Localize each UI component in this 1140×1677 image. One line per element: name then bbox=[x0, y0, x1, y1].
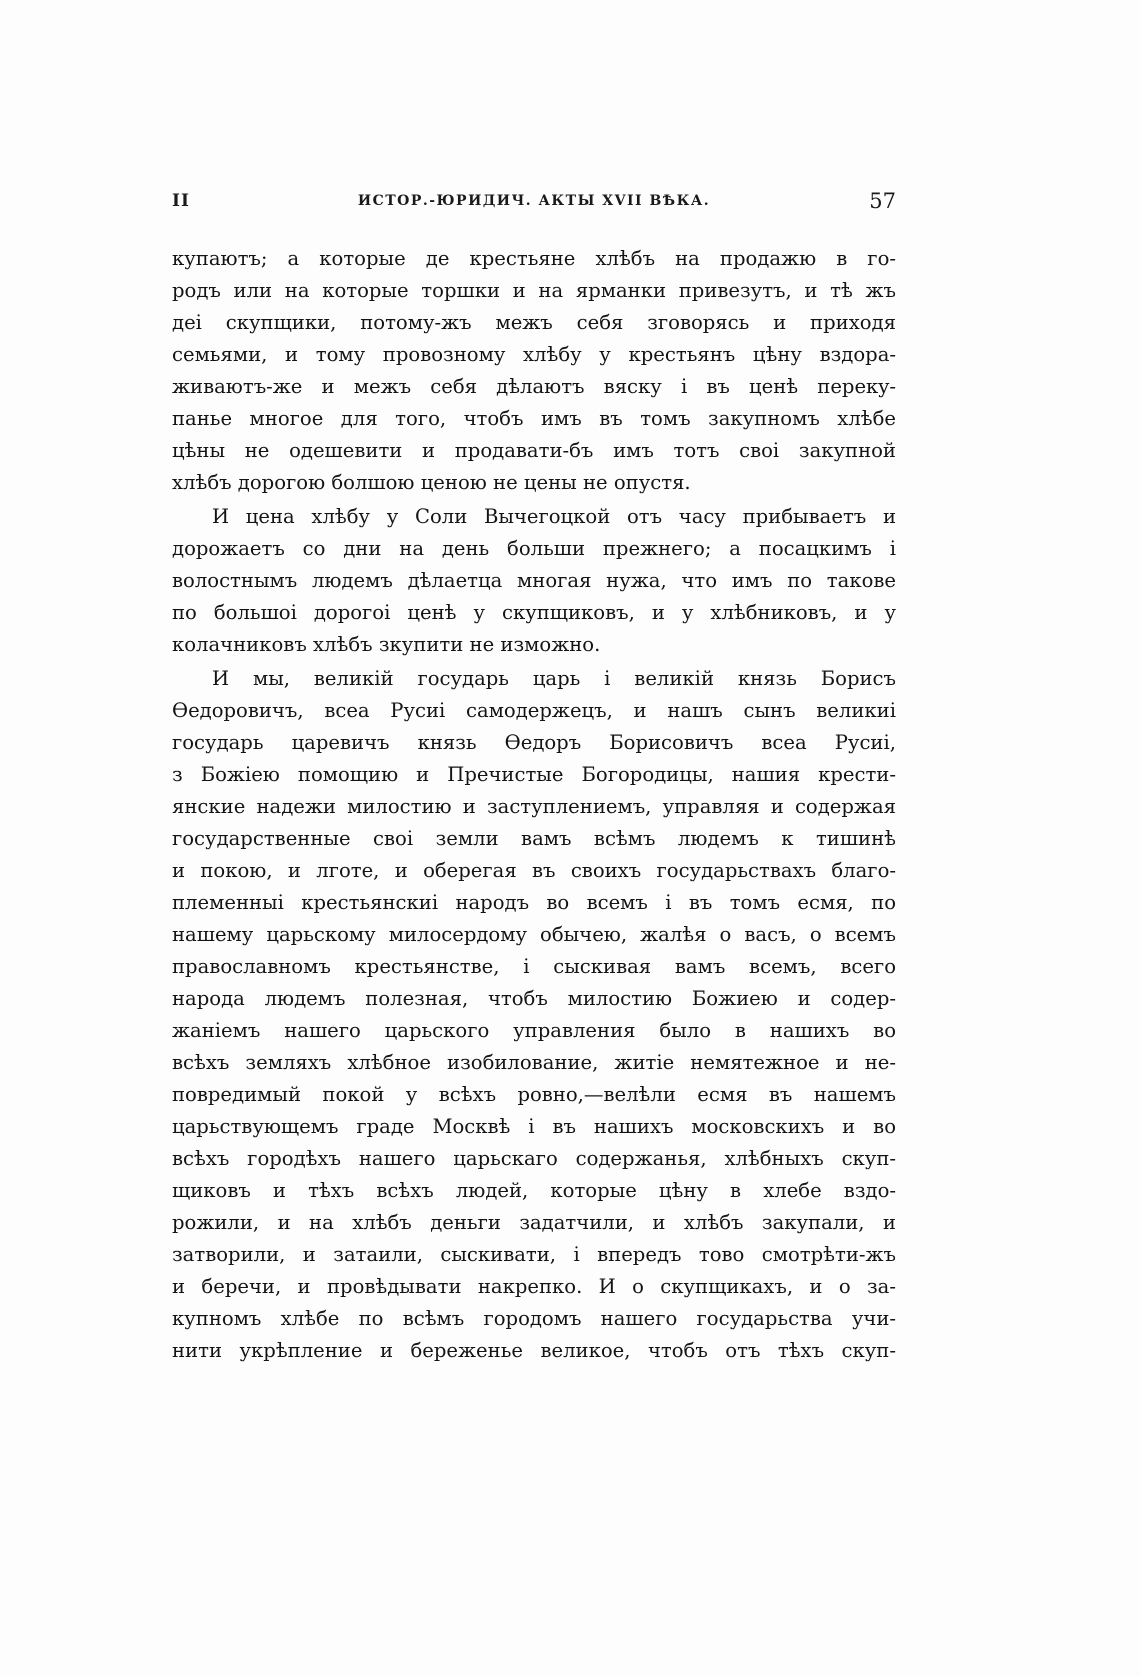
text-line: всѣхъ земляхъ хлѣбное изобилование, житіе немятежное и не- bbox=[172, 1051, 896, 1074]
running-title: ИСТОР.-ЮРИДИЧ. АКТЫ XVII ВѢКА. bbox=[357, 193, 711, 209]
text-line: купномъ хлѣбе по всѣмъ городомъ нашего государьства учи- bbox=[172, 1307, 896, 1330]
text-line: государь царевичъ князь Өедоръ Борисовичъ всеа Русиі, bbox=[172, 731, 896, 754]
text-line: нити укрѣпление и береженье великое, чтобъ отъ тѣхъ скуп- bbox=[172, 1339, 896, 1362]
text-line: царьствующемъ граде Москвѣ і въ нашихъ московскихъ и во bbox=[172, 1115, 896, 1138]
text-line: живаютъ-же и межъ себя дѣлаютъ вяску і въ ценѣ перекy- bbox=[172, 375, 896, 398]
text-line: хлѣбъ дорогою болшою ценою не цены не опустя. bbox=[172, 471, 691, 494]
text-line: племенныі крестьянскиі народъ во всемъ і въ томъ есмя, по bbox=[172, 891, 896, 914]
text-line: нашему царьскому милосердому обычею, жалѣя о васъ, о всемъ bbox=[172, 923, 896, 946]
text-line: и беречи, и провѣдывати накрепко. И о скупщикахъ, и о за- bbox=[172, 1275, 896, 1298]
text-line: купаютъ; а которые де крестьяне хлѣбъ на продажю в го- bbox=[172, 247, 896, 270]
text-line: и покою, и лготе, и оберегая въ своихъ государьствахъ благо- bbox=[172, 859, 896, 882]
text-line: семьями, и тому провозному хлѣбу у крестьянъ цѣну вздора- bbox=[172, 343, 896, 366]
text-line: жаніемъ нашего царьского управления было в нашихъ во bbox=[172, 1019, 896, 1042]
text-line: всѣхъ городѣхъ нашего царьскаго содержанья, хлѣбныхъ скуп- bbox=[172, 1147, 896, 1170]
paragraph-2 bbox=[172, 501, 896, 661]
page-header bbox=[172, 189, 896, 219]
page-number: 57 bbox=[869, 189, 896, 213]
text-line: повредимый покой у всѣхъ ровно,—велѣли есмя въ нашемъ bbox=[172, 1083, 896, 1106]
text-line: щиковъ и тѣхъ всѣхъ людей, которые цѣну в хлебе вздо- bbox=[172, 1179, 896, 1202]
text-line: И мы, великій государь царь і великій князь Борисъ bbox=[212, 667, 896, 690]
text-line: государственные своі земли вамъ всѣмъ людемъ к тишинѣ bbox=[172, 827, 896, 850]
body-text bbox=[172, 243, 896, 1369]
folio-mark: II bbox=[172, 191, 190, 211]
paragraph-1 bbox=[172, 243, 896, 499]
text-line: по большоі дорогоі ценѣ у скупщиковъ, и у хлѣбниковъ, и у bbox=[172, 601, 896, 624]
text-line: народа людемъ полезная, чтобъ милостию Божиею и содер- bbox=[172, 987, 896, 1010]
text-line: цѣны не одешевити и продавати-бъ имъ тотъ своі закупной bbox=[172, 439, 896, 462]
paragraph-3 bbox=[172, 663, 896, 1367]
text-line: колачниковъ хлѣбъ зкупити не изможно. bbox=[172, 633, 601, 656]
text-line: Өедоровичъ, всеа Русиі самодержецъ, и нашъ сынъ великиі bbox=[172, 699, 896, 722]
text-line: рожили, и на хлѣбъ деньги задатчили, и хлѣбъ закупали, и bbox=[172, 1211, 896, 1234]
text-line: деі скупщики, потому-жъ межъ себя зговорясь и приходя bbox=[172, 311, 896, 334]
text-line: И цена хлѣбу у Соли Вычегоцкой отъ часу прибываетъ и bbox=[212, 505, 896, 528]
text-line: православномъ крестьянстве, і сыскивая вамъ всемъ, всего bbox=[172, 955, 896, 978]
text-line: родъ или на которые торшки и на ярманки привезутъ, и тѣ жъ bbox=[172, 279, 896, 302]
text-line: панье многое для того, чтобъ имъ въ томъ закупномъ хлѣбе bbox=[172, 407, 896, 430]
text-line: дорожаетъ со дни на день больши прежнего; а посацкимъ і bbox=[172, 537, 896, 560]
text-line: волостнымъ людемъ дѣлаетца многая нужа, что имъ по такове bbox=[172, 569, 896, 592]
text-line: з Божіею помощию и Пречистые Богородицы, нашия крести- bbox=[172, 763, 896, 786]
text-line: янские надежи милостию и заступлениемъ, управляя и содержая bbox=[172, 795, 896, 818]
text-line: затворили, и затаили, сыскивати, і впередъ тово смотрѣти-жъ bbox=[172, 1243, 896, 1266]
